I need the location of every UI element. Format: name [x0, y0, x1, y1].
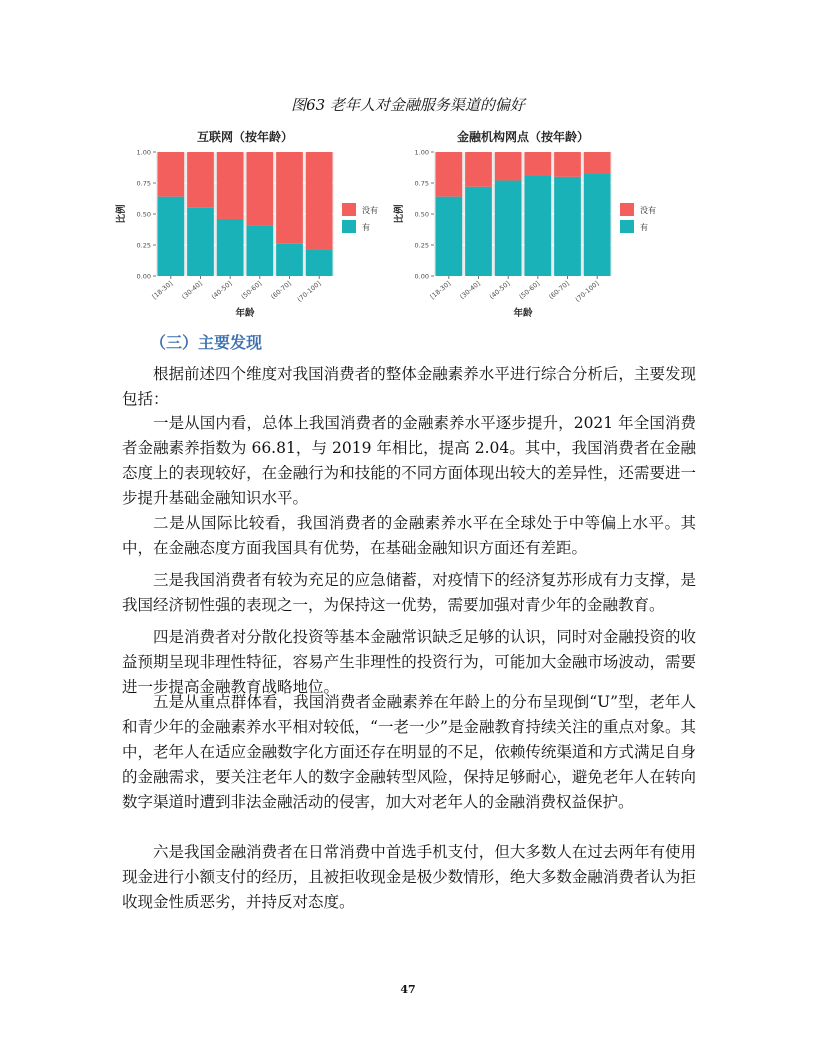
bar-no — [435, 152, 462, 197]
section-heading: （三）主要发现 — [150, 333, 263, 352]
x-tick-label: [18-30] — [150, 279, 175, 301]
legend-label: 没有 — [640, 206, 656, 215]
x-tick-label: [18-30] — [428, 279, 453, 301]
y-tick-label: 0.25 — [414, 241, 429, 250]
legend-label: 有 — [362, 223, 370, 232]
x-axis-label: 年龄 — [513, 308, 533, 319]
paragraph-finding-3: 三是我国消费者有较为充足的应急储蓄，对疫情下的经济复苏形成有力支撑，是我国经济韧性强的表现之一，为保持这一优势，需要加强对青少年的金融教育。 — [122, 571, 696, 614]
bar-yes — [465, 187, 492, 276]
paragraph-intro: 根据前述四个维度对我国消费者的整体金融素养水平进行综合分析后，主要发现包括： — [122, 365, 696, 408]
bar-no — [306, 152, 333, 250]
bar-no — [465, 152, 492, 187]
chart-title: 金融机构网点（按年龄） — [456, 130, 590, 144]
chart-branch-by-age — [388, 124, 688, 324]
y-tick-label: 0.50 — [136, 210, 151, 219]
y-axis-label: 比例 — [116, 204, 127, 224]
x-tick-label: (60-70] — [547, 279, 571, 301]
legend-label: 有 — [640, 223, 648, 232]
legend-swatch — [620, 203, 634, 216]
y-tick-label: 0.50 — [414, 210, 429, 219]
y-tick-label: 0.00 — [136, 272, 151, 281]
bar-yes — [187, 208, 214, 276]
y-tick-label: 0.75 — [414, 179, 429, 188]
y-tick-label: 0.75 — [136, 179, 151, 188]
bar-no — [554, 152, 581, 177]
bar-no — [276, 152, 303, 244]
chart-title: 互联网（按年龄） — [196, 130, 294, 144]
bar-yes — [524, 176, 551, 276]
bar-yes — [554, 177, 581, 276]
bar-yes — [495, 181, 522, 276]
paragraph-finding-5: 五是从重点群体看，我国消费者金融素养在年龄上的分布呈现倒“U”型，老年人和青少年的金融素养水平相对较低，“一老一少”是金融教育持续关注的重点对象。其中，老年人在适应金融数字化方面还存在明显的不足，依赖传统渠道和方式满足自身的金融需求，要关注老年人的数字金融转型风险，保持足够耐心，避免老年人在转向数字渠道时遭到非法金融活动的侵害，加大对老年人的金融消费权益保护。 — [122, 693, 696, 811]
y-axis-label: 比例 — [394, 204, 405, 224]
x-tick-label: (60-70] — [269, 279, 293, 301]
x-axis-label: 年龄 — [235, 308, 255, 319]
x-tick-label: (70-100] — [295, 279, 323, 304]
y-tick-label: 0.00 — [414, 272, 429, 281]
bar-no — [217, 152, 244, 219]
figure-caption: 图63 老年人对金融服务渠道的偏好 — [291, 96, 525, 114]
bar-yes — [435, 197, 462, 276]
legend-label: 没有 — [362, 206, 378, 215]
bar-no — [246, 152, 273, 225]
bar-no — [187, 152, 214, 208]
x-tick-label: (70-100] — [573, 279, 601, 304]
bar-yes — [584, 173, 611, 276]
x-tick-label: (50-60] — [517, 279, 542, 301]
bar-yes — [276, 244, 303, 276]
bar-no — [584, 152, 611, 173]
bar-yes — [246, 225, 273, 276]
chart-svg — [388, 124, 688, 324]
x-tick-label: (50-60] — [239, 279, 264, 301]
x-tick-label: (40-50] — [487, 279, 512, 301]
bar-no — [524, 152, 551, 176]
chart-internet-by-age — [110, 124, 410, 324]
bar-yes — [306, 250, 333, 276]
bar-no — [495, 152, 522, 181]
legend-swatch — [342, 203, 356, 216]
bar-no — [157, 152, 184, 197]
legend-swatch — [342, 220, 356, 233]
x-tick-label: (30-40] — [180, 279, 204, 301]
y-tick-label: 1.00 — [136, 148, 151, 157]
bar-yes — [217, 219, 244, 276]
y-tick-label: 0.25 — [136, 241, 151, 250]
paragraph-finding-1: 一是从国内看，总体上我国消费者的金融素养水平逐步提升，2021 年全国消费者金融素养指数为 66.81，与 2019 年相比，提高 2.04。其中，我国消费者在金融态度上的表现较好，在金融行为和技能的不同方面体现出较大的差异性，还需要进一步提升基础金融知识水平。 — [122, 414, 696, 507]
x-tick-label: (40-50] — [209, 279, 234, 301]
page-number: 47 — [400, 983, 416, 996]
paragraph-finding-2: 二是从国际比较看，我国消费者的金融素养水平在全球处于中等偏上水平。其中，在金融态度方面我国具有优势，在基础金融知识方面还有差距。 — [122, 514, 696, 557]
paragraph-finding-6: 六是我国金融消费者在日常消费中首选手机支付，但大多数人在过去两年有使用现金进行小额支付的经历，且被拒收现金是极少数情形，绝大多数金融消费者认为拒收现金性质恶劣，并持反对态度。 — [122, 843, 696, 911]
legend-swatch — [620, 220, 634, 233]
x-tick-label: (30-40] — [458, 279, 482, 301]
bar-yes — [157, 197, 184, 276]
y-tick-label: 1.00 — [414, 148, 429, 157]
paragraph-finding-4: 四是消费者对分散化投资等基本金融常识缺乏足够的认识，同时对金融投资的收益预期呈现非理性特征，容易产生非理性的投资行为，可能加大金融市场波动，需要进一步提高金融教育战略地位。 — [122, 628, 696, 696]
chart-svg — [110, 124, 410, 324]
